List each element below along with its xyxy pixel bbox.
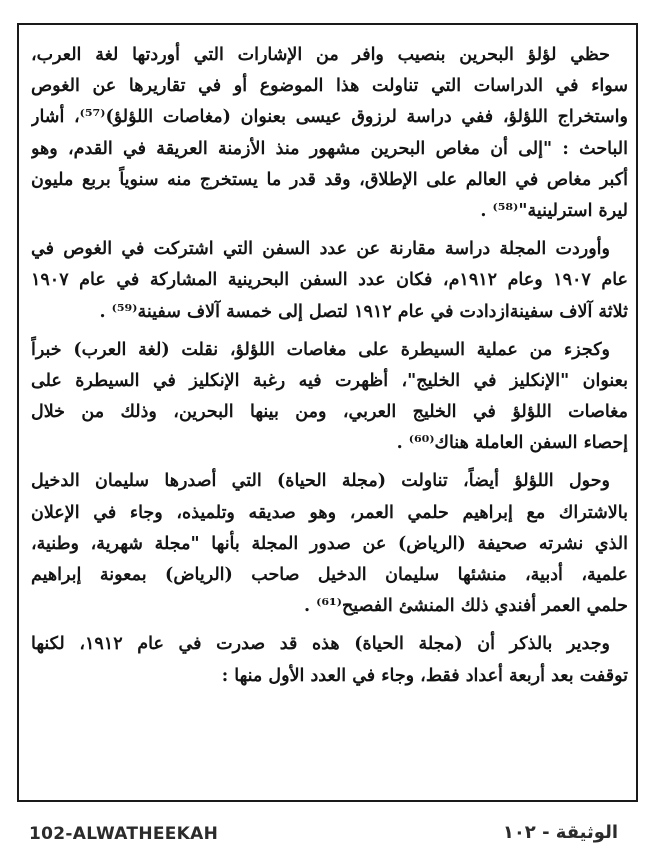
text-line: إحصاء السفن العاملة هناك⁽⁶⁰⁾ . <box>396 433 628 454</box>
paragraph <box>31 335 628 460</box>
text-line: ثلاثة آلاف سفينةازدادت في عام ١٩١٢ لتصل إلى خمسة آلاف سفينة⁽⁵⁹⁾ . <box>99 301 628 322</box>
footer-page-label-arabic: الوثيقة - ١٠٢ <box>502 822 618 843</box>
text-line: مغاصات اللؤلؤ في الخليج العربي، ومن بينها البحرين، وذلك من خلال <box>31 402 628 423</box>
text-line: وأوردت المجلة دراسة مقارنة عن عدد السفن التي اشتركت في الغوص في <box>31 239 610 260</box>
text-line: وكجزء من عملية السيطرة على مغاصات اللؤلؤ، نقلت (لغة العرب) خبراً <box>31 339 610 360</box>
paragraph <box>31 40 628 227</box>
paragraph <box>31 629 628 691</box>
text-line: حلمي العمر أفندي ذلك المنشئ الفصيح⁽⁶¹⁾ . <box>303 596 628 617</box>
text-line: بعنوان "الإنكليز في الخليج"، أظهرت فيه رغبة الإنكليز في السيطرة على <box>31 370 628 391</box>
footer-page-label-latin: 102-ALWATHEEKAH <box>29 824 219 844</box>
text-line: علمية، أدبية، منشئها سليمان الدخيل صاحب (الرياض) بمعونة إبراهيم <box>31 565 628 585</box>
page-footer <box>17 820 638 850</box>
paragraph <box>31 234 628 328</box>
text-line: الباحث : "إلى أن مغاص البحرين مشهور منذ الأزمنة العريقة في القدم، وهو <box>31 138 628 159</box>
paragraph <box>31 466 628 622</box>
text-line: حظي لؤلؤ البحرين بنصيب وافر من الإشارات التي أوردتها لغة العرب، <box>31 45 610 65</box>
text-line: بالاشتراك مع إبراهيم حلمي العمر، وهو صديقه وتلميذه، وجاء في الإعلان <box>31 502 628 523</box>
text-line: الذي نشرته صحيفة (الرياض) عن صدور المجلة بأنها "مجلة شهرية، وطنية، <box>31 533 628 554</box>
text-line: سواء في الدراسات التي تناولت هذا الموضوع أو في تقاريرها عن الغوص <box>31 76 628 97</box>
text-line: واستخراج اللؤلؤ، ففي دراسة لرزوق عيسى بعنوان (مغاصات اللؤلؤ)⁽⁵⁷⁾، أشار <box>31 107 628 128</box>
text-line: ليرة استرلينية"⁽⁵⁸⁾ . <box>480 200 628 221</box>
text-line: وحول اللؤلؤ أيضاً، تناولت (مجلة الحياة) التي أصدرها سليمان الدخيل <box>31 471 610 492</box>
text-line: عام ١٩٠٧ وعام ١٩١٢م، فكان عدد السفن البحرينية المشاركة في عام ١٩٠٧ <box>31 270 628 291</box>
text-line: توقفت بعد أربعة أعداد فقط، وجاء في العدد الأول منها : <box>221 665 628 686</box>
text-line: وجدير بالذكر أن (مجلة الحياة) هذه قد صدرت في عام ١٩١٢، لكنها <box>31 634 611 655</box>
article-body <box>31 40 628 699</box>
text-line: أكبر مغاص في العالم على الإطلاق، وقد قدر ما يستخرج منه سنوياً بربع مليون <box>31 169 628 190</box>
